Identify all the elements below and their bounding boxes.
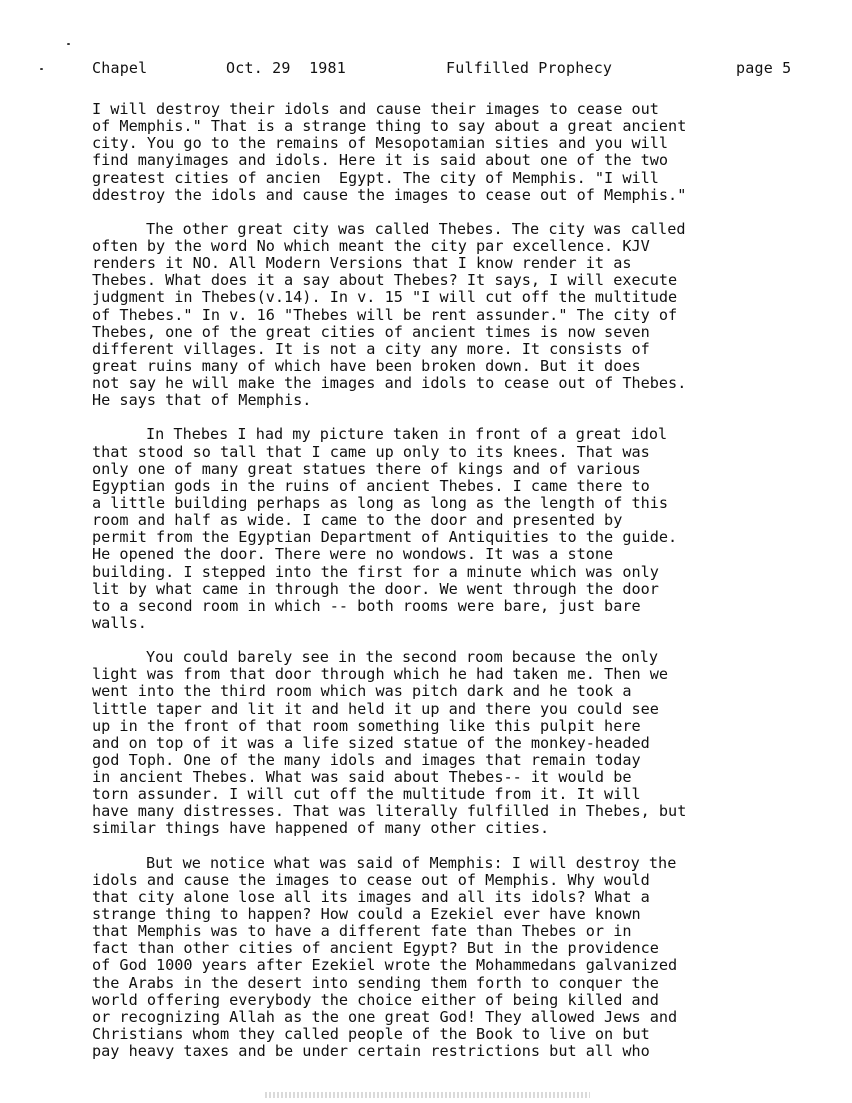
text-line: have many distresses. That was literally fulfilled in Thebes, but xyxy=(92,802,687,821)
text-line: In Thebes I had my picture taken in front of a great idol xyxy=(146,425,668,444)
header-title: Fulfilled Prophecy xyxy=(446,59,613,77)
header-date: Oct. 29 1981 xyxy=(226,59,346,77)
text-line: of Memphis." That is a strange thing to say about a great ancient xyxy=(92,117,687,136)
header-location: Chapel xyxy=(92,59,148,77)
text-line: The other great city was called Thebes. The city was called xyxy=(146,219,686,238)
text-line: renders it NO. All Modern Versions that I know render it as xyxy=(92,254,632,273)
text-line: ddestroy the idols and cause the images to cease out of Memphis." xyxy=(92,185,687,204)
text-line: permit from the Egyptian Department of Antiquities to the guide. xyxy=(92,528,678,547)
text-line: walls. xyxy=(92,613,147,632)
text-line: and on top of it was a life sized statue of the monkey-headed xyxy=(92,733,650,752)
paragraph xyxy=(92,101,782,204)
text-line: went into the third room which was pitch dark and he took a xyxy=(92,682,632,701)
text-line: torn assunder. I will cut off the multitude from it. It will xyxy=(92,785,641,804)
text-line: different villages. It is not a city any more. It consists of xyxy=(92,339,650,358)
paragraph xyxy=(92,855,782,1061)
text-line: strange thing to happen? How could a Ezekiel ever have known xyxy=(92,905,641,924)
text-line: a little building perhaps as long as long as the length of this xyxy=(92,493,669,512)
text-line: But we notice what was said of Memphis: I will destroy the xyxy=(146,853,677,872)
text-line: not say he will make the images and idols to cease out of Thebes. xyxy=(92,374,687,393)
text-line: greatest cities of ancien Egypt. The city of Memphis. "I will xyxy=(92,168,659,187)
text-line: building. I stepped into the first for a minute which was only xyxy=(92,562,659,581)
text-line: judgment in Thebes(v.14). In v. 15 "I will cut off the multitude xyxy=(92,288,678,307)
text-line: He opened the door. There were no wondows. It was a stone xyxy=(92,545,614,564)
page-header xyxy=(0,59,852,81)
text-line: little taper and lit it and held it up and there you could see xyxy=(92,699,659,718)
text-line: Thebes, one of the great cities of ancient times is now seven xyxy=(92,322,650,341)
text-line: find manyimages and idols. Here it is said about one of the two xyxy=(92,151,669,170)
text-line: world offering everybody the choice either of being killed and xyxy=(92,990,659,1009)
text-line: that Memphis was to have a different fate than Thebes or in xyxy=(92,922,632,941)
text-line: of God 1000 years after Ezekiel wrote the Mohammedans galvanized xyxy=(92,956,678,975)
text-line: or recognizing Allah as the one great God! They allowed Jews and xyxy=(92,1007,678,1026)
paragraph xyxy=(92,221,782,410)
scan-artifact xyxy=(265,1092,590,1098)
text-line: to a second room in which -- both rooms were bare, just bare xyxy=(92,596,641,615)
header-page-number: page 5 xyxy=(736,59,792,77)
text-line: in ancient Thebes. What was said about Thebes-- it would be xyxy=(92,768,632,787)
text-line: up in the front of that room something like this pulpit here xyxy=(92,716,641,735)
text-line: lit by what came in through the door. We went through the door xyxy=(92,579,659,598)
document-body xyxy=(92,101,782,1077)
text-line: idols and cause the images to cease out of Memphis. Why would xyxy=(92,870,650,889)
text-line: pay heavy taxes and be under certain restrictions but all who xyxy=(92,1042,650,1061)
page-speck xyxy=(67,43,70,45)
text-line: only one of many great statues there of kings and of various xyxy=(92,459,641,478)
text-line: You could barely see in the second room because the only xyxy=(146,648,659,667)
text-line: similar things have happened of many other cities. xyxy=(92,819,550,838)
text-line: god Toph. One of the many idols and images that remain today xyxy=(92,750,641,769)
text-line: that stood so tall that I came up only to its knees. That was xyxy=(92,442,650,461)
text-line: Christians whom they called people of the Book to live on but xyxy=(92,1025,650,1044)
text-line: city. You go to the remains of Mesopotamian sities and you will xyxy=(92,134,669,153)
text-line: of Thebes." In v. 16 "Thebes will be rent assunder." The city of xyxy=(92,305,678,324)
text-line: room and half as wide. I came to the door and presented by xyxy=(92,511,623,530)
text-line: I will destroy their idols and cause their images to cease out xyxy=(92,100,659,118)
text-line: the Arabs in the desert into sending them forth to conquer the xyxy=(92,973,659,992)
text-line: light was from that door through which he had taken me. Then we xyxy=(92,665,669,684)
text-line: often by the word No which meant the city par excellence. KJV xyxy=(92,236,650,255)
text-line: that city alone lose all its images and all its idols? What a xyxy=(92,887,650,906)
text-line: great ruins many of which have been broken down. But it does xyxy=(92,356,641,375)
text-line: fact than other cities of ancient Egypt? But in the providence xyxy=(92,939,659,958)
text-line: He says that of Memphis. xyxy=(92,391,312,410)
paragraph xyxy=(92,649,782,838)
paragraph xyxy=(92,426,782,632)
text-line: Thebes. What does it a say about Thebes? It says, I will execute xyxy=(92,271,678,290)
text-line: Egyptian gods in the ruins of ancient Thebes. I came there to xyxy=(92,476,650,495)
